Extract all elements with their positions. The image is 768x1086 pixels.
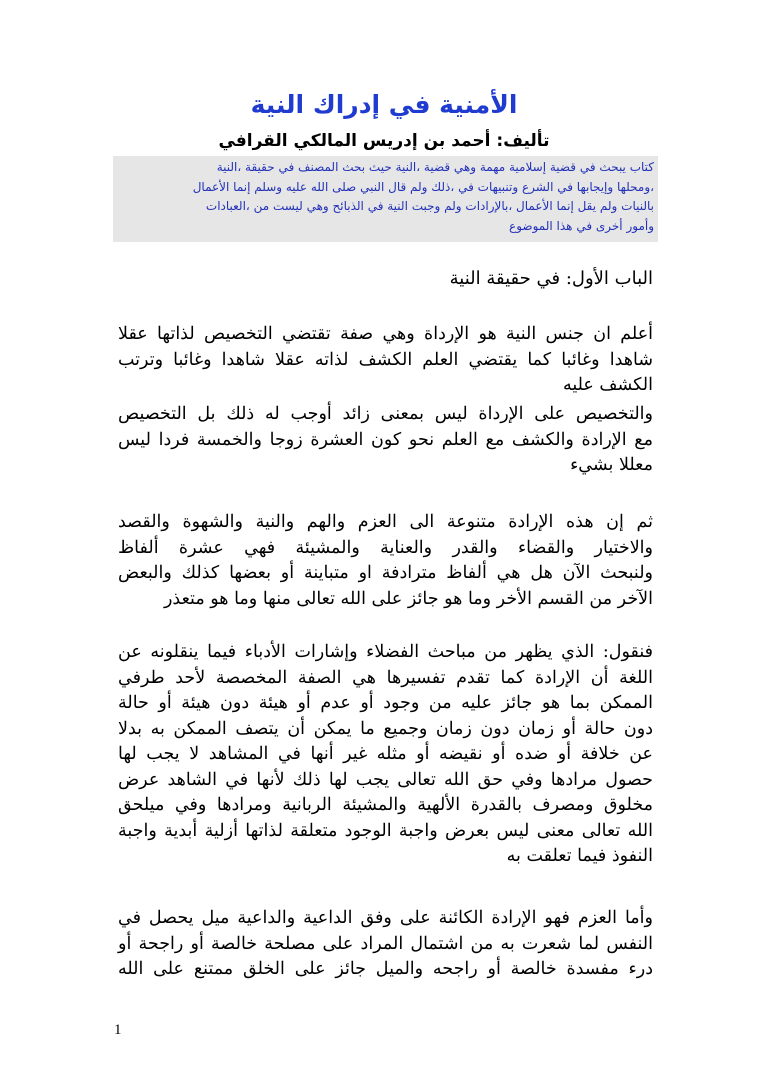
text-line: دون حالة أو زمان دون زمان وجميع ما يمكن أن يتصف الممكن به بدلا xyxy=(118,718,653,739)
summary-line: كتاب يبحث في قضية إسلامية مهمة وهي قضية ،النية حيث بحث المصنف في حقيقة ،النية xyxy=(216,160,654,174)
text-line: مخلوق ومصرف بالقدرة الألهية والمشيئة الربانية ومرادها وفي ميلحق xyxy=(118,795,653,815)
summary-line: وأمور أخرى في هذا الموضوع xyxy=(509,218,654,233)
document-title: الأمنية في إدراك النية xyxy=(250,90,518,119)
text-line: ثم إن هذه الإرادة متنوعة الى العزم والهم والنية والشهوة والقصد xyxy=(118,512,653,532)
summary-line: بالنيات ولم يقل إنما الأعمال ،بالإرادات ولم وجبت النية في الذبائح وهي ليست من ،العبادات xyxy=(205,199,654,213)
text-line: فنقول: الذي يظهر من مباحث الفضلاء وإشارات الأدباء فيما ينقلونه عن xyxy=(118,642,653,662)
text-line: ولنبحث الآن هل هي ألفاظ مترادفة او متباينة أو بعضها كذلك والبعض xyxy=(118,563,653,583)
text-line: والاختيار والقضاء والقدر والعناية والمشيئة فهي عشرة ألفاظ xyxy=(118,537,653,558)
text-line: معللا بشيء xyxy=(570,455,653,475)
text-line: أعلم ان جنس النية هو الإرداة وهي صفة تقتضي التخصيص لذاتها عقلا xyxy=(118,324,653,344)
text-line: الممكن بما هو جائز عليه من وجود أو عدم أو هيئة دون هيئة أو حالة xyxy=(118,693,653,713)
text-line: الكشف عليه xyxy=(562,375,653,395)
text-line: درء مفسدة خالصة أو راجحه والميل جائز على الخلق ممتنع على الله xyxy=(118,959,653,979)
paragraph-3 xyxy=(118,510,653,612)
text-line: وأما العزم فهو الإرادة الكائنة على وفق الداعية والداعية ميل يحصل في xyxy=(118,908,653,928)
summary-line: ،ومحلها وإيجابها في الشرع وتنبيهات في ،ذلك ولم قال النبي صلى الله عليه وسلم إنما الأعمال xyxy=(192,179,654,194)
text-line: عن خلافة أو ضده أو نقيضه أو مثله غير أنها في المشاهد لا يجب لها xyxy=(118,744,653,764)
text-line: شاهدا وغائبا كما يقتضي العلم الكشف لذاته عقلا شاهدا وغائبا وترتب xyxy=(118,349,653,370)
text-line: حصول مرادها وفي حق الله تعالى يجب لها ذلك لأنها في الشاهد عرض xyxy=(118,769,653,790)
paragraph-1 xyxy=(118,322,653,399)
text-line: النفس لما شعرت به من اشتمال المراد على مصلحة خالصة أو راجحة أو xyxy=(118,933,653,954)
paragraph-5 xyxy=(118,906,653,983)
text-line: اللغة أن الإرادة كما تقدم تفسيرها هي الصفة المخصصة لأحد طرفي xyxy=(118,667,653,688)
text-line: الله تعالى معنى ليس بعرض واجبة الوجود متعلقة لذاتها أزلية أبدية واجبة xyxy=(118,820,653,841)
author-line: تأليف: أحمد بن إدريس المالكي القرافي xyxy=(218,131,550,151)
summary-box xyxy=(113,156,658,242)
chapter-heading: الباب الأول: في حقيقة النية xyxy=(449,268,653,289)
paragraph-2 xyxy=(118,402,653,479)
text-line: مع الإرادة والكشف مع العلم نحو كون العشرة زوجا والخمسة فردا ليس xyxy=(118,429,653,450)
page-number: 1 xyxy=(114,1022,122,1038)
paragraph-4 xyxy=(118,640,653,870)
text-line: الآخر من القسم الأخر وما هو جائز على الله تعالى منها وما هو متعذر xyxy=(163,588,653,609)
text-line: النفوذ فيما تعلقت به xyxy=(506,846,653,866)
text-line: والتخصيص على الإرداة ليس بمعنى زائد أوجب له ذلك بل التخصيص xyxy=(118,404,653,424)
